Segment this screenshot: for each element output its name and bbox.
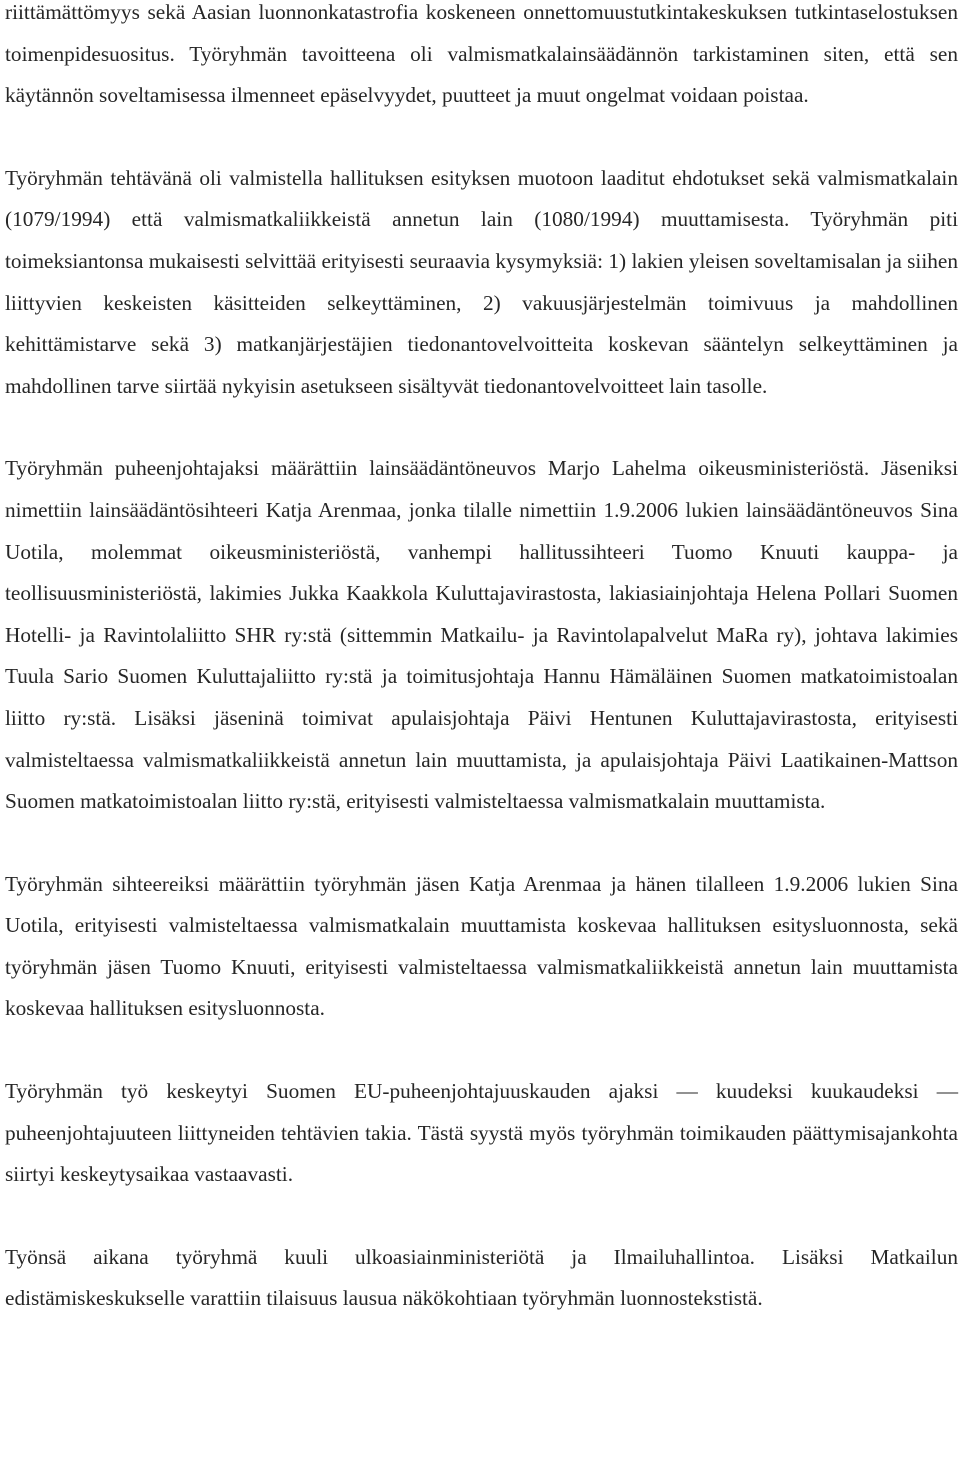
paragraph-members: Työryhmän puheenjohtajaksi määrättiin lainsäädäntöneuvos Marjo Lahelma oikeusministeriöstä. Jäseniksi nimettiin lainsäädäntösihteeri Katja Arenmaa, jonka tilalle nimettiin 1.9.2006 lukien lainsäädäntöneuvos Sina Uotila, molemmat oikeusministeriöstä, vanhempi hallitussihteeri Tuomo Knuuti kauppa- ja teollisuusministeriöstä, lakimies Jukka Kaakkola Kuluttajavirastosta, lakiasiainjohtaja Helena Pollari Suomen Hotelli- ja Ravintolaliitto SHR ry:stä (sittemmin Matkailu- ja Ravintolapalvelut MaRa ry), johtava lakimies Tuula Sario Suomen Kuluttajaliitto ry:stä ja toimitusjohtaja Hannu Hämäläinen Suomen matkatoimistoalan liitto ry:stä. Lisäksi jäseninä toimivat apulaisjohtaja Päivi Hentunen Kuluttajavirastosta, erityisesti valmisteltaessa valmismatkaliikkeistä annetun lain muuttamista, ja apulaisjohtaja Päivi Laatikainen-Mattson Suomen matkatoimistoalan liitto ry:stä, erityisesti valmisteltaessa valmismatkalain muuttamista. (5, 456, 958, 814)
paragraph-goal: riittämättömyys sekä Aasian luonnonkatastrofia koskeneen onnettomuustutkintakeskuksen tutkintaselostuksen toimenpidesuositus. Työryhmän tavoitteena oli valmismatkalainsäädännön tarkistaminen siten, että sen käytännön soveltamisessa ilmenneet epäselvyydet, puutteet ja muut ongelmat voidaan poistaa. (5, 0, 958, 108)
document-page (5, 0, 958, 1320)
paragraph-consultation: Työnsä aikana työryhmä kuuli ulkoasiainministeriötä ja Ilmailuhallintoa. Lisäksi Matkailun edistämiskeskukselle varattiin tilaisuus lausua näkökohtiaan työryhmän luonnostekstistä. (5, 1244, 958, 1311)
paragraph-interruption: Työryhmän työ keskeytyi Suomen EU-puheenjohtajuuskauden ajaksi — kuudeksi kuukaudeksi — puheenjohtajuuteen liittyneiden tehtävien takia. Tästä syystä myös työryhmän toimikauden päättymisajankohta siirtyi keskeytysaikaa vastaavasti. (5, 1079, 958, 1187)
paragraph-secretaries: Työryhmän sihteereiksi määrättiin työryhmän jäsen Katja Arenmaa ja hänen tilalleen 1.9.2006 lukien Sina Uotila, erityisesti valmisteltaessa valmismatkalain muuttamista koskevaa hallituksen esitysluonnosta, sekä työryhmän jäsen Tuomo Knuuti, erityisesti valmisteltaessa valmismatkaliikkeistä annetun lain muuttamista koskevaa hallituksen esitysluonnosta. (5, 871, 958, 1021)
paragraph-task: Työryhmän tehtävänä oli valmistella hallituksen esityksen muotoon laaditut ehdotukset sekä valmismatkalain (1079/1994) että valmismatkaliikkeistä annetun lain (1080/1994) muuttamisesta. Työryhmän piti toimeksiantonsa mukaisesti selvittää erityisesti seuraavia kysymyksiä: 1) lakien yleisen soveltamisalan ja siihen liittyvien keskeisten käsitteiden selkeyttäminen, 2) vakuusjärjestelmän toimivuus ja mahdollinen kehittämistarve sekä 3) matkanjärjestäjien tiedonantovelvoitteita koskevan sääntelyn selkeyttäminen ja mahdollinen tarve siirtää nykyisin asetukseen sisältyvät tiedonantovelvoitteet lain tasolle. (5, 165, 958, 398)
